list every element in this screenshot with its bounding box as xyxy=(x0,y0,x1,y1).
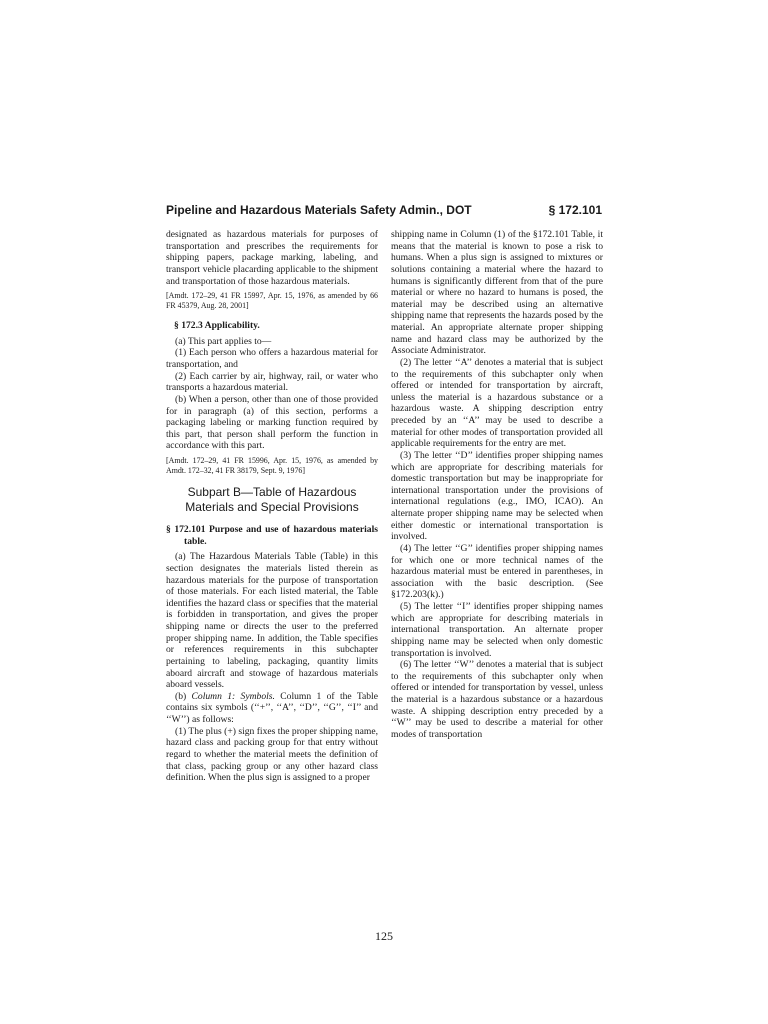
paragraph: (3) The letter ‘‘D’’ identifies proper shipping names which are appropriate for describing materials for domestic transportation but may be inappropriate for international transportation under the provisions of international regulations (e.g., IMO, ICAO). An alternate proper shipping name may be selected when either domestic or international transportation is involved. xyxy=(391,449,603,543)
paragraph: (4) The letter ‘‘G’’ identifies proper shipping names for which one or more technical names of the hazardous material must be entered in parentheses, in association with the basic description. (See §172.203(k).) xyxy=(391,542,603,601)
paragraph-text: Column 1 of the Table contains six symbols (‘‘+’’, ‘‘A’’, ‘‘D’’, ‘‘G’’, ‘‘I’’ and ‘‘W’’) as follows: xyxy=(166,690,378,725)
paragraph: (a) The Hazardous Materials Table (Table) in this section designates the materials listed therein as hazardous materials for the purpose of transportation of those materials. For each listed material, the Table identifies the hazard class or specifies that the material is forbidden in transportation, and gives the proper shipping name or directs the user to the preferred proper shipping name. In addition, the Table specifies or references requirements in this subchapter pertaining to labeling, packaging, quantity limits aboard aircraft and stowage of hazardous materials aboard vessels. xyxy=(166,551,378,691)
paragraph: (5) The letter ‘‘I’’ identifies proper shipping names which are appropriate for describing materials in international transportation. An alternate proper shipping name may be selected when only domestic transportation is involved. xyxy=(391,601,603,659)
page-number: 125 xyxy=(375,929,393,943)
continued-paragraph: shipping name in Column (1) of the §172.101 Table, it means that the material is known to pose a risk to humans. When a plus sign is assigned to mixtures or solutions containing a material where the hazard to humans is significantly different from that of the pure material or where no hazard to humans is posed, the material may be described using an alternative shipping name that represents the hazards posed by the material. An appropriate alternate proper shipping name and hazard class may be authorized by the Associate Administrator. xyxy=(391,229,603,357)
paragraph: (b) When a person, other than one of those provided for in paragraph (a) of this section, performs a packaging labeling or marking function required by this part, that person shall perform the function in accordance with this part. xyxy=(166,393,378,452)
left-column xyxy=(166,229,378,784)
running-head-title: Pipeline and Hazardous Materials Safety Admin., DOT xyxy=(166,203,472,217)
paragraph-italic-heading: Column 1: Symbols. xyxy=(191,690,275,702)
intro-paragraph: designated as hazardous materials for purposes of transportation and prescribes the requirements for shipping papers, package marking, labeling, and transport vehicle placarding applicable to the shipment and transportation of those hazardous materials. xyxy=(166,229,378,287)
running-head-section: § 172.101 xyxy=(548,203,602,217)
section-heading: § 172.101 Purpose and use of hazardous materials table. xyxy=(166,524,378,547)
running-head xyxy=(166,203,602,219)
right-column xyxy=(391,229,603,741)
paragraph: (6) The letter ‘‘W’’ denotes a material that is subject to the requirements of this subchapter only when offered or intended for transportation by vessel, unless the material is a hazardous substance or a hazardous waste. A shipping description entry preceded by a ‘‘W’’ may be used to describe a material for other modes of transportation xyxy=(391,659,603,740)
paragraph-label: (b) xyxy=(175,690,192,702)
paragraph: (a) This part applies to— xyxy=(175,335,272,347)
subpart-heading: Subpart B—Table of Hazardous Materials and Special Provisions xyxy=(185,485,359,514)
amendment-citation: [Amdt. 172–29, 41 FR 15996, Apr. 15, 1976, as amended by Amdt. 172–32, 41 FR 38179, Sept. 9, 1976] xyxy=(166,456,378,475)
amendment-citation: [Amdt. 172–29, 41 FR 15997, Apr. 15, 1976, as amended by 66 FR 45379, Aug. 28, 2001] xyxy=(166,291,378,311)
paragraph: (2) Each carrier by air, highway, rail, or water who transports a hazardous material. xyxy=(166,370,378,394)
paragraph: (1) Each person who offers a hazardous material for transportation, and xyxy=(166,347,378,370)
paragraph: (1) The plus (+) sign fixes the proper shipping name, hazard class and packing group for that entry without regard to whether the material meets the definition of that class, packing group or any other hazard class definition. When the plus sign is assigned to a proper xyxy=(166,725,378,784)
paragraph xyxy=(166,691,378,726)
section-heading: § 172.3 Applicability. xyxy=(174,320,260,332)
paragraph: (2) The letter ‘‘A’’ denotes a material that is subject to the requirements of this subchapter only when offered or intended for transportation by aircraft, unless the material is a hazardous substance or a hazardous waste. A shipping description entry preceded by an ‘‘A’’ may be used to describe a material for other modes of transportation provided all applicable requirements for the entry are met. xyxy=(391,356,603,450)
